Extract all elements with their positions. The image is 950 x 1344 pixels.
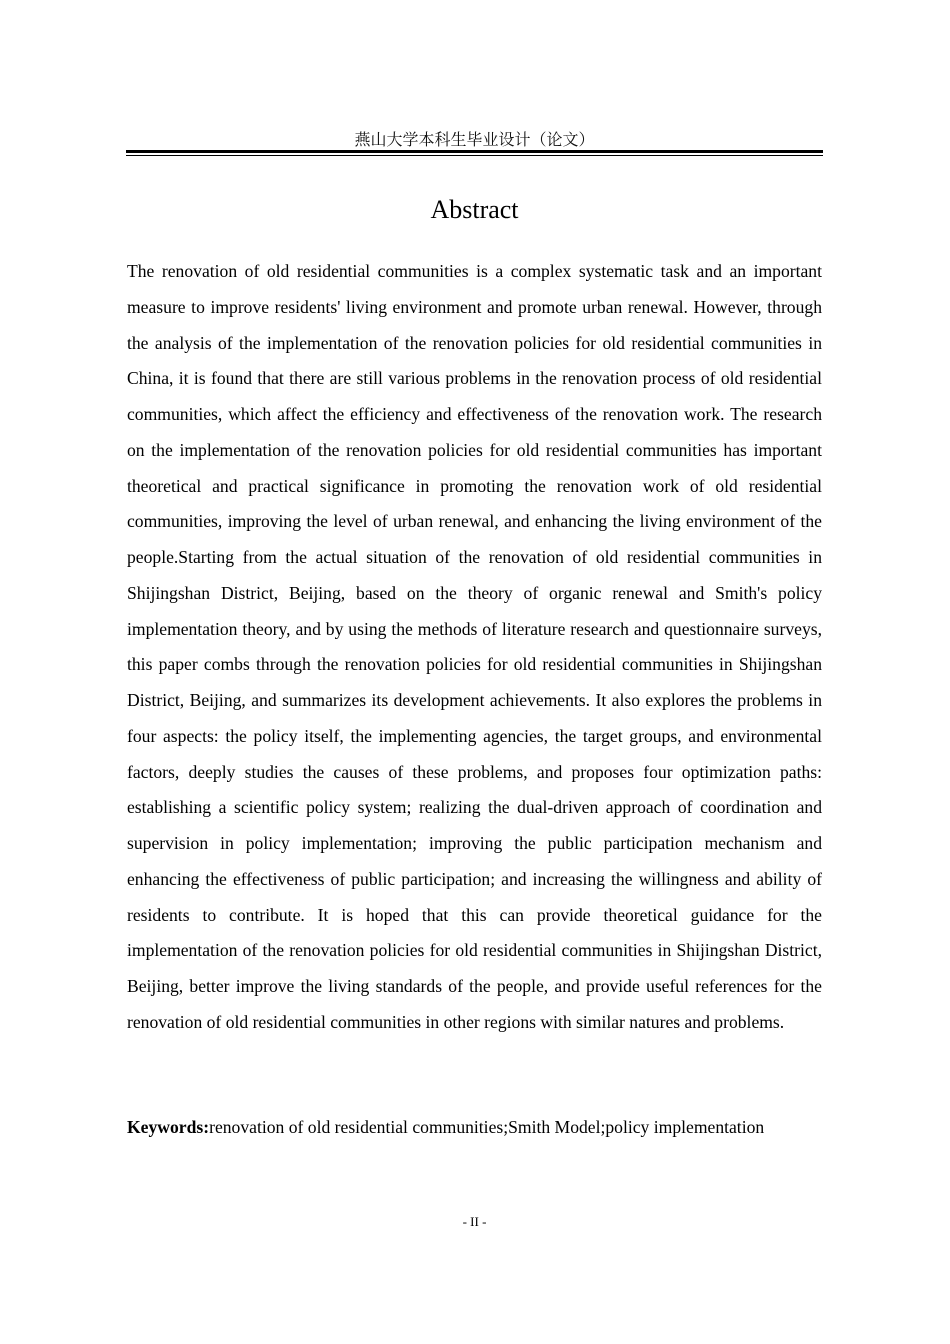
header-rule-thin: [126, 155, 823, 156]
abstract-title: Abstract: [430, 195, 519, 224]
keywords-line: [127, 1110, 847, 1146]
header-rule-thick: [126, 150, 823, 153]
keywords-text: renovation of old residential communities;Smith Model;policy implementation: [209, 1117, 765, 1137]
abstract-body: The renovation of old residential communities is a complex systematic task and an important measure to improve residents' living environment and promote urban renewal. However, through the analysis of the implementation of the renovation policies for old residential communities in China, it is found that there are still various problems in the renovation process of old residential communities, which affect the efficiency and effectiveness of the renovation work. The research on the implementation of the renovation policies for old residential communities has important theoretical and practical significance in promoting the renovation work of old residential communities, improving the level of urban renewal, and enhancing the living environment of the people.Starting from the actual situation of the renovation of old residential communities in Shijingshan District, Beijing, based on the theory of organic renewal and Smith's policy implementation theory, and by using the methods of literature research and questionnaire surveys, this paper combs through the renovation policies for old residential communities in Shijingshan District, Beijing, and summarizes its development achievements. It also explores the problems in four aspects: the policy itself, the implementing agencies, the target groups, and environmental factors, deeply studies the causes of these problems, and proposes four optimization paths: establishing a scientific policy system; realizing the dual-driven approach of coordination and supervision in policy implementation; improving the public participation mechanism and enhancing the effectiveness of public participation; and increasing the willingness and ability of residents to contribute. It is hoped that this can provide theoretical guidance for the implementation of the renovation policies for old residential communities in Shijingshan District, Beijing, better improve the living standards of the people, and provide useful references for the renovation of old residential communities in other regions with similar natures and problems.: [127, 261, 822, 1032]
page-number: - II -: [462, 1214, 487, 1229]
keywords-label: Keywords:: [127, 1117, 210, 1137]
running-header: 燕山大学本科生毕业设计（论文）: [354, 130, 595, 149]
